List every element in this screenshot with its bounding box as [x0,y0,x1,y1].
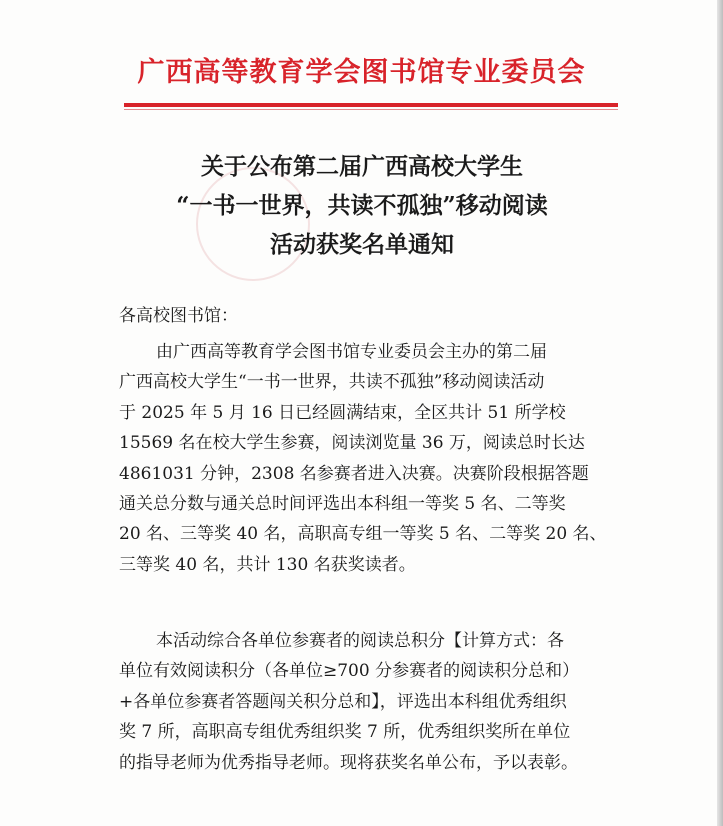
letterhead-red-rule-thin [124,109,618,110]
paragraph-line: 20 名、三等奖 40 名，高职高专组一等奖 5 名、二等奖 20 名、 [119,524,607,545]
letterhead-org-name: 广西高等教育学会图书馆专业委员会 [137,57,586,88]
paragraph-line: 15569 名在校大学生参赛，阅读浏览量 36 万，阅读总时长达 [119,433,585,454]
paragraph-line: +各单位参赛者答题闯关积分总和】，评选出本科组优秀组织 [119,691,567,712]
body-paragraph-1 [119,337,614,580]
page-edge-shadow [717,0,723,826]
paragraph-line: 通关总分数与通关总时间评选出本科组一等奖 5 名、二等奖 [119,494,566,515]
paragraph-line: 广西高校大学生“一书一世界，共读不孤独”移动阅读活动 [119,372,545,393]
notice-title [90,147,634,264]
paragraph-line: 由广西高等教育学会图书馆专业委员会主办的第二届 [156,342,547,362]
letterhead-red-rule [124,103,618,107]
notice-title-line: “一书一世界，共读不孤独”移动阅读 [176,192,548,219]
notice-title-line: 关于公布第二届广西高校大学生 [201,153,523,180]
paragraph-line: 奖 7 所，高职高专组优秀组织奖 7 所，优秀组织奖所在单位 [119,722,571,743]
paragraph-line: 4861031 分钟，2308 名参赛者进入决赛。决赛阶段根据答题 [119,463,589,484]
paragraph-line: 于 2025 年 5 月 16 日已经圆满结束，全区共计 51 所学校 [119,402,566,423]
salutation: 各高校图书馆： [119,306,238,326]
paragraph-line: 单位有效阅读积分（各单位≥700 分参赛者的阅读积分总和） [119,661,580,682]
notice-title-line: 活动获奖名单通知 [270,231,454,258]
paragraph-line: 的指导老师为优秀指导老师。现将获奖名单公布，予以表彰。 [119,752,578,773]
paragraph-line: 本活动综合各单位参赛者的阅读总积分【计算方式：各 [156,631,564,651]
body-paragraph-2 [119,626,614,778]
paragraph-line: 三等奖 40 名，共计 130 名获奖读者。 [119,554,416,575]
